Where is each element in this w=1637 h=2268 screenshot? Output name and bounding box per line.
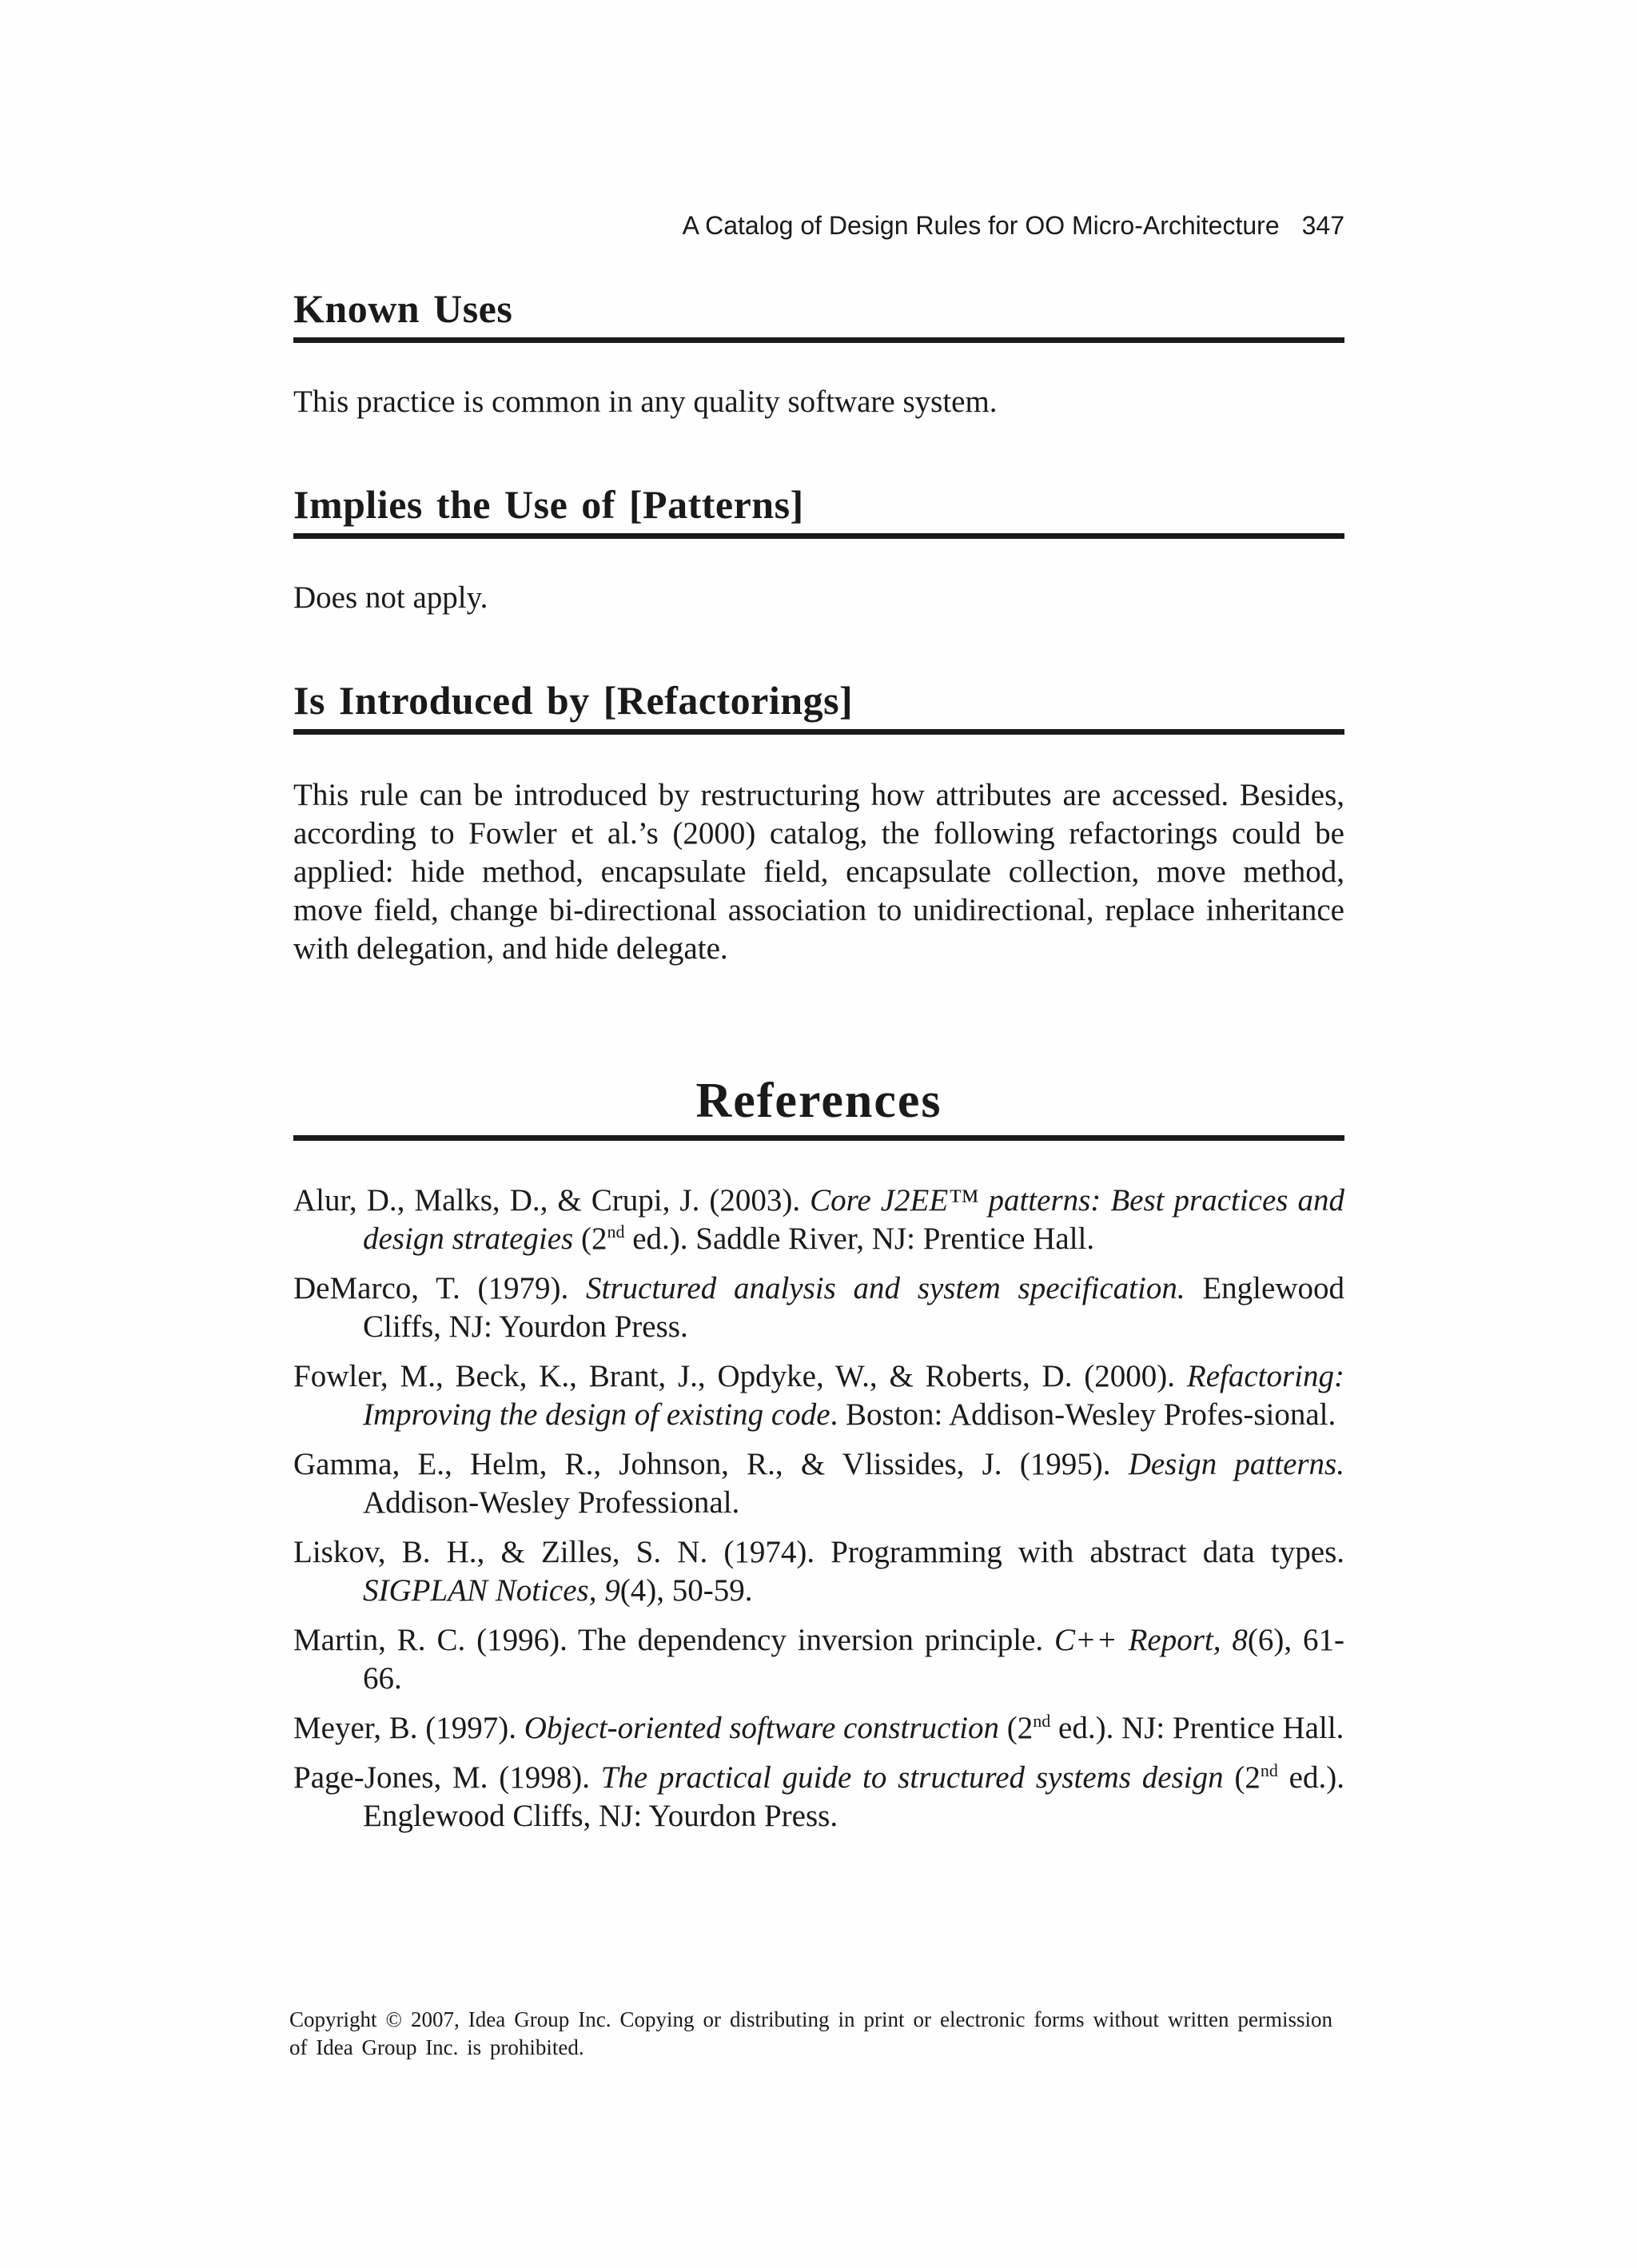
ref-text: (4), 50-59. bbox=[619, 1573, 753, 1608]
ref-text: Addison-Wesley Professional. bbox=[363, 1485, 740, 1520]
ref-title: SIGPLAN Notices, 9 bbox=[363, 1573, 620, 1608]
ref-text: (6), 61-66. bbox=[363, 1623, 1345, 1696]
ref-text: Gamma, E., Helm, R., Johnson, R., & Vlissides, J. (1995). bbox=[293, 1447, 1129, 1481]
ref-text: Liskov, B. H., & Zilles, S. N. (1974). Programming with abstract data types. bbox=[293, 1535, 1344, 1569]
ref-text: Englewood Cliffs, NJ: Yourdon Press. bbox=[363, 1271, 1344, 1344]
ref-sup: nd bbox=[607, 1222, 625, 1242]
ref-text: ed.). Saddle River, NJ: Prentice Hall. bbox=[624, 1222, 1095, 1256]
ref-title: C++ Report, 8 bbox=[1054, 1623, 1248, 1657]
ref-title: Refactoring: Improving the design of existing code bbox=[363, 1359, 1344, 1432]
ref-title: The practical guide to structured systems design bbox=[600, 1760, 1224, 1795]
reference-item bbox=[293, 1621, 1344, 1698]
section-heading: Implies the Use of [Patterns] bbox=[293, 480, 1344, 539]
references-heading: References bbox=[293, 1071, 1344, 1141]
reference-item bbox=[293, 1445, 1344, 1522]
reference-item bbox=[293, 1533, 1344, 1610]
reference-item bbox=[293, 1709, 1344, 1748]
ref-text: Page-Jones, M. (1998). bbox=[293, 1760, 601, 1795]
running-head-title: A Catalog of Design Rules for OO Micro-Architecture bbox=[682, 211, 1280, 240]
ref-text: Fowler, M., Beck, K., Brant, J., Opdyke, W., & Roberts, D. (2000). bbox=[293, 1359, 1187, 1393]
section-body: This practice is common in any quality software system. bbox=[293, 385, 998, 419]
ref-sup: nd bbox=[1033, 1711, 1051, 1731]
ref-text: . Boston: Addison-Wesley Profes-sional. bbox=[830, 1397, 1336, 1432]
ref-text: (2 bbox=[999, 1711, 1034, 1745]
ref-title: Design patterns. bbox=[1128, 1447, 1344, 1481]
ref-title: Object-oriented software construction bbox=[524, 1711, 1000, 1745]
ref-text: Meyer, B. (1997). bbox=[293, 1711, 524, 1745]
section-body: Does not apply. bbox=[293, 580, 488, 615]
ref-text: (2 bbox=[573, 1222, 607, 1256]
section-implies-patterns bbox=[293, 480, 1344, 617]
ref-sup: nd bbox=[1260, 1760, 1278, 1780]
page-number: 347 bbox=[1301, 211, 1344, 240]
running-head bbox=[293, 209, 1344, 241]
section-heading: Known Uses bbox=[293, 285, 1344, 343]
section-body: This rule can be introduced by restructuring how attributes are accessed. Besides, according to Fowler et al.’s (2000) catalog, the following refactorings could be applied: hide method, encapsulate field, encapsulate collection, move method, move field, change bi-directional association to unidirectional, replace inheritance with delegation, and hide delegate. bbox=[293, 778, 1344, 966]
section-heading: Is Introduced by [Refactorings] bbox=[293, 676, 1344, 735]
ref-text: ed.). NJ: Prentice Hall. bbox=[1050, 1711, 1344, 1745]
reference-list bbox=[293, 1182, 1344, 1847]
reference-item bbox=[293, 1182, 1344, 1258]
ref-text: Martin, R. C. (1996). The dependency inversion principle. bbox=[293, 1623, 1055, 1657]
section-introduced-by-refactorings bbox=[293, 676, 1344, 968]
ref-text: (2 bbox=[1223, 1760, 1261, 1795]
reference-item bbox=[293, 1357, 1344, 1434]
ref-title: Structured analysis and system specification. bbox=[586, 1271, 1185, 1305]
ref-title: Core J2EE™ patterns: Best practices and design strategies bbox=[363, 1183, 1345, 1256]
copyright-notice: Copyright © 2007, Idea Group Inc. Copying or distributing in print or electronic forms without written permission of Idea Group Inc. is prohibited. bbox=[289, 2007, 1332, 2059]
section-known-uses bbox=[293, 285, 1344, 421]
ref-text: ed.). Englewood Cliffs, NJ: Yourdon Press. bbox=[363, 1760, 1344, 1833]
reference-item bbox=[293, 1270, 1344, 1346]
reference-item bbox=[293, 1759, 1344, 1836]
ref-text: DeMarco, T. (1979). bbox=[293, 1271, 586, 1305]
ref-text: Alur, D., Malks, D., & Crupi, J. (2003). bbox=[293, 1183, 811, 1218]
